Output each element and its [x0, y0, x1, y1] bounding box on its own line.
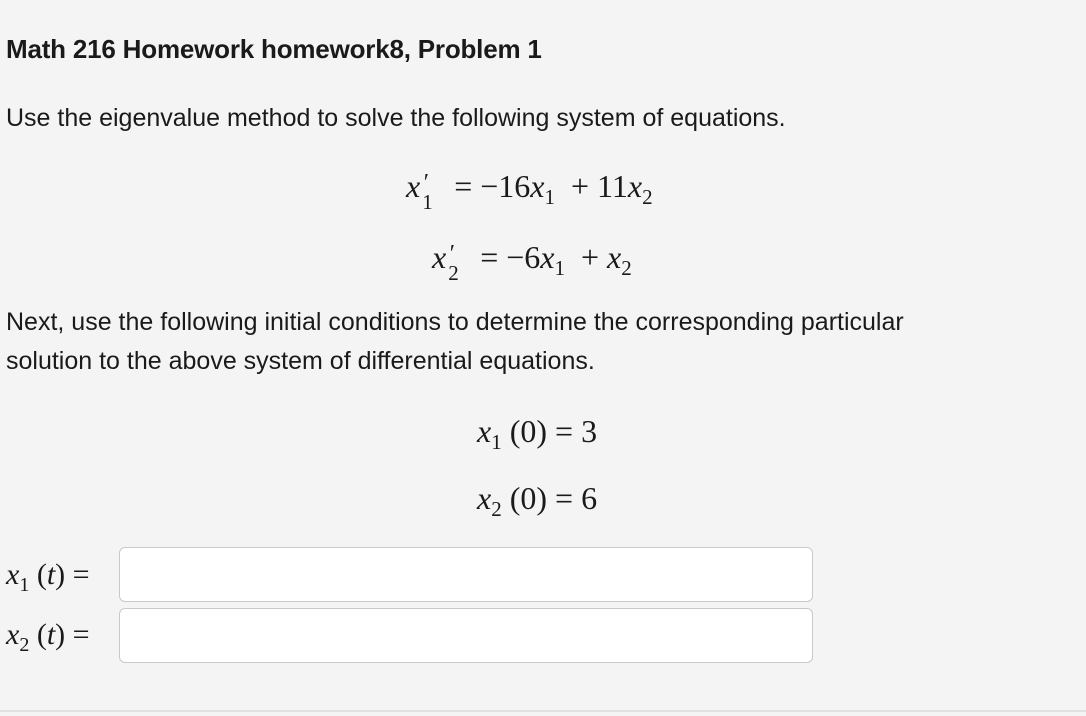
- ans1-t: t: [46, 558, 56, 591]
- initial-condition-1: [477, 413, 598, 454]
- ans1-var: x: [6, 558, 20, 591]
- next-line-1: Next, use the following initial conditions to determine the corresponding particular: [6, 308, 904, 336]
- next-line-2: solution to the above system of differential equations.: [6, 347, 595, 375]
- ans2-sub: 2: [19, 634, 30, 656]
- answer-input-x1[interactable]: [119, 547, 813, 602]
- eq2-lhs-var: x: [432, 239, 447, 275]
- eq1-term2-coef: 11: [597, 168, 628, 204]
- ans1-open: (: [36, 558, 47, 591]
- eq2-term1-coef: −6: [506, 239, 541, 275]
- eq1-lhs-sub: 1: [422, 190, 433, 214]
- ic1-var: x: [477, 413, 492, 449]
- ans1-sub: 1: [19, 574, 30, 596]
- answer-label-x2: [6, 618, 90, 656]
- eq1-term1-coef: −16: [480, 168, 531, 204]
- eq1-term2-sub: 2: [642, 185, 653, 209]
- eq2-equals: =: [480, 239, 499, 275]
- problem-title: Math 216 Homework homework8, Problem 1: [6, 34, 542, 64]
- eq2-term1-sub: 1: [554, 256, 565, 280]
- instructions-text: Use the eigenvalue method to solve the following system of equations.: [6, 104, 786, 132]
- answer-input-x2[interactable]: [119, 608, 813, 663]
- eq2-lhs-sub: 2: [448, 261, 459, 285]
- eq2-term2-sub: 2: [621, 256, 632, 280]
- eq1-term1-var: x: [530, 168, 545, 204]
- eq2-lhs-prime: ′: [448, 241, 454, 267]
- eq1-term2-var: x: [627, 168, 643, 204]
- eq1-equals: =: [454, 168, 473, 204]
- bottom-divider: [0, 710, 1086, 712]
- ic1-value: 3: [581, 413, 598, 449]
- ic1-equals: =: [555, 413, 574, 449]
- eq2-term1-var: x: [540, 239, 555, 275]
- eq1-plus: +: [571, 168, 590, 204]
- ans2-var: x: [6, 618, 20, 651]
- ans2-equals: =: [72, 618, 90, 651]
- ans2-t: t: [46, 618, 56, 651]
- ans1-close: ): [55, 558, 66, 591]
- ans1-equals: =: [72, 558, 90, 591]
- ans2-close: ): [55, 618, 66, 651]
- eq1-lhs-prime: ′: [422, 170, 428, 196]
- initial-condition-2: [477, 480, 598, 521]
- ic2-arg: (0): [509, 480, 548, 516]
- ic2-sub: 2: [491, 497, 502, 521]
- ic2-equals: =: [555, 480, 574, 516]
- ic2-var: x: [477, 480, 492, 516]
- ic1-arg: (0): [509, 413, 548, 449]
- next-instructions: [6, 303, 904, 381]
- eq2-plus: +: [581, 239, 600, 275]
- ans2-open: (: [36, 618, 47, 651]
- eq1-term1-sub: 1: [544, 185, 555, 209]
- answer-label-x1: [6, 558, 90, 596]
- ic1-sub: 1: [491, 430, 502, 454]
- equation-2: [432, 239, 632, 285]
- eq2-term2-var: x: [607, 239, 622, 275]
- eq1-lhs-var: x: [406, 168, 421, 204]
- ic2-value: 6: [581, 480, 598, 516]
- equation-1: [406, 168, 653, 214]
